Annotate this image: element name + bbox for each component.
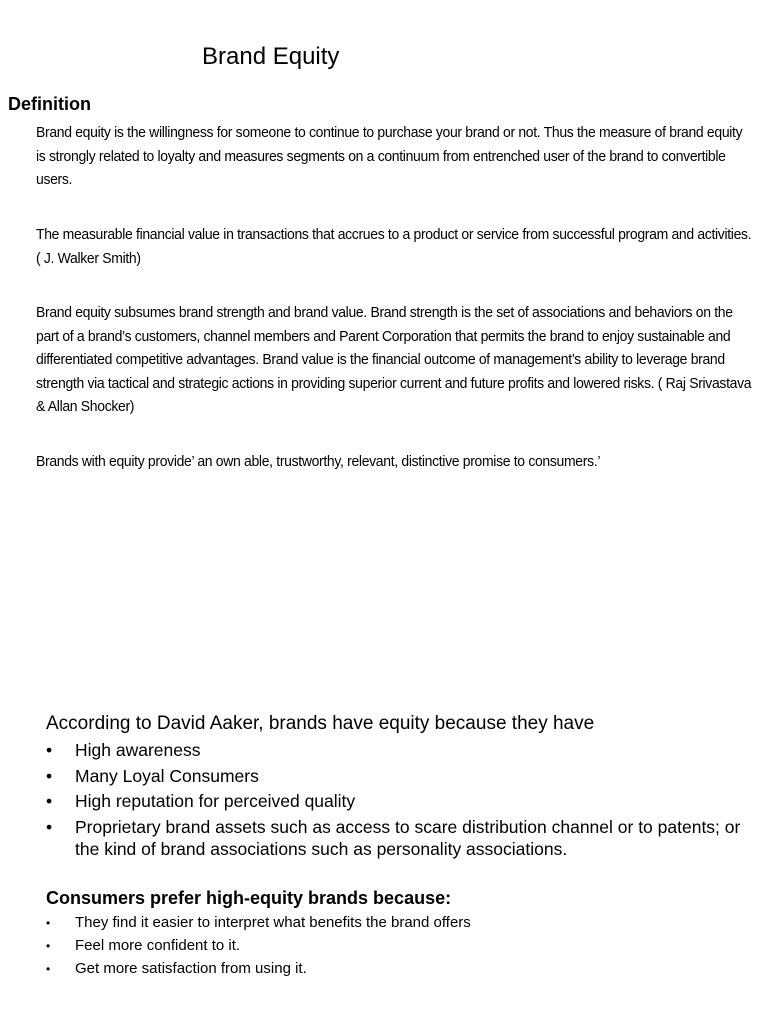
bullet-icon: • <box>46 939 51 953</box>
bullet-icon: • <box>46 791 53 811</box>
prefer-heading: Consumers prefer high-equity brands because: <box>46 888 452 908</box>
aaker-list <box>46 739 746 864</box>
aaker-item-text: Proprietary brand assets such as access to scare distribution channel or to patents; or the kind of brand associations such as personality associations. <box>75 816 741 859</box>
bullet-icon: • <box>46 916 51 930</box>
aaker-item-text: Many Loyal Consumers <box>75 765 259 786</box>
bullet-icon: • <box>46 816 53 837</box>
definition-paragraph-2: The measurable financial value in transactions that accrues to a product or service from successful program and activities.( J. Walker Smith) <box>36 226 752 267</box>
aaker-list-item <box>46 765 746 788</box>
bullet-icon: • <box>46 962 51 976</box>
definition-heading: Definition <box>8 94 91 114</box>
aaker-intro: According to David Aaker, brands have equity because they have <box>46 713 595 734</box>
prefer-item-text: Get more satisfaction from using it. <box>75 960 307 977</box>
prefer-list-item <box>46 958 746 980</box>
bullet-icon: • <box>46 765 53 786</box>
prefer-list-item <box>46 912 746 934</box>
definition-paragraph-3: Brand equity subsumes brand strength and brand value. Brand strength is the set of associations and behaviors on the part of a brand’s customers, channel members and Parent Corporation that permits the brand to enjoy sustainable and differentiated competitive advantages. Brand value is the financial outcome of management’s ability to leverage brand strength via tactical and strategic actions in providing superior current and future profits and lowered risks. ( Raj Srivastava & Allan Shocker) <box>36 304 752 415</box>
aaker-list-item <box>46 739 746 762</box>
aaker-list-item <box>46 816 746 861</box>
page-title: Brand Equity <box>202 43 340 70</box>
prefer-list <box>46 912 746 981</box>
definition-paragraph-1: Brand equity is the willingness for someone to continue to purchase your brand or not. Thus the measure of brand equity is strongly related to loyalty and measures segments on a continuum from entrenched user of the brand to convertible users. <box>36 124 743 188</box>
prefer-list-item <box>46 935 746 957</box>
aaker-list-item <box>46 790 746 813</box>
aaker-item-text: High reputation for perceived quality <box>75 791 356 811</box>
aaker-item-text: High awareness <box>75 740 201 760</box>
bullet-icon: • <box>46 740 53 760</box>
definition-paragraph-4: Brands with equity provide’ an own able, trustworthy, relevant, distinctive promise to consumers.’ <box>36 453 601 470</box>
prefer-item-text: Feel more confident to it. <box>75 937 241 954</box>
prefer-item-text: They find it easier to interpret what benefits the brand offers <box>75 914 471 931</box>
